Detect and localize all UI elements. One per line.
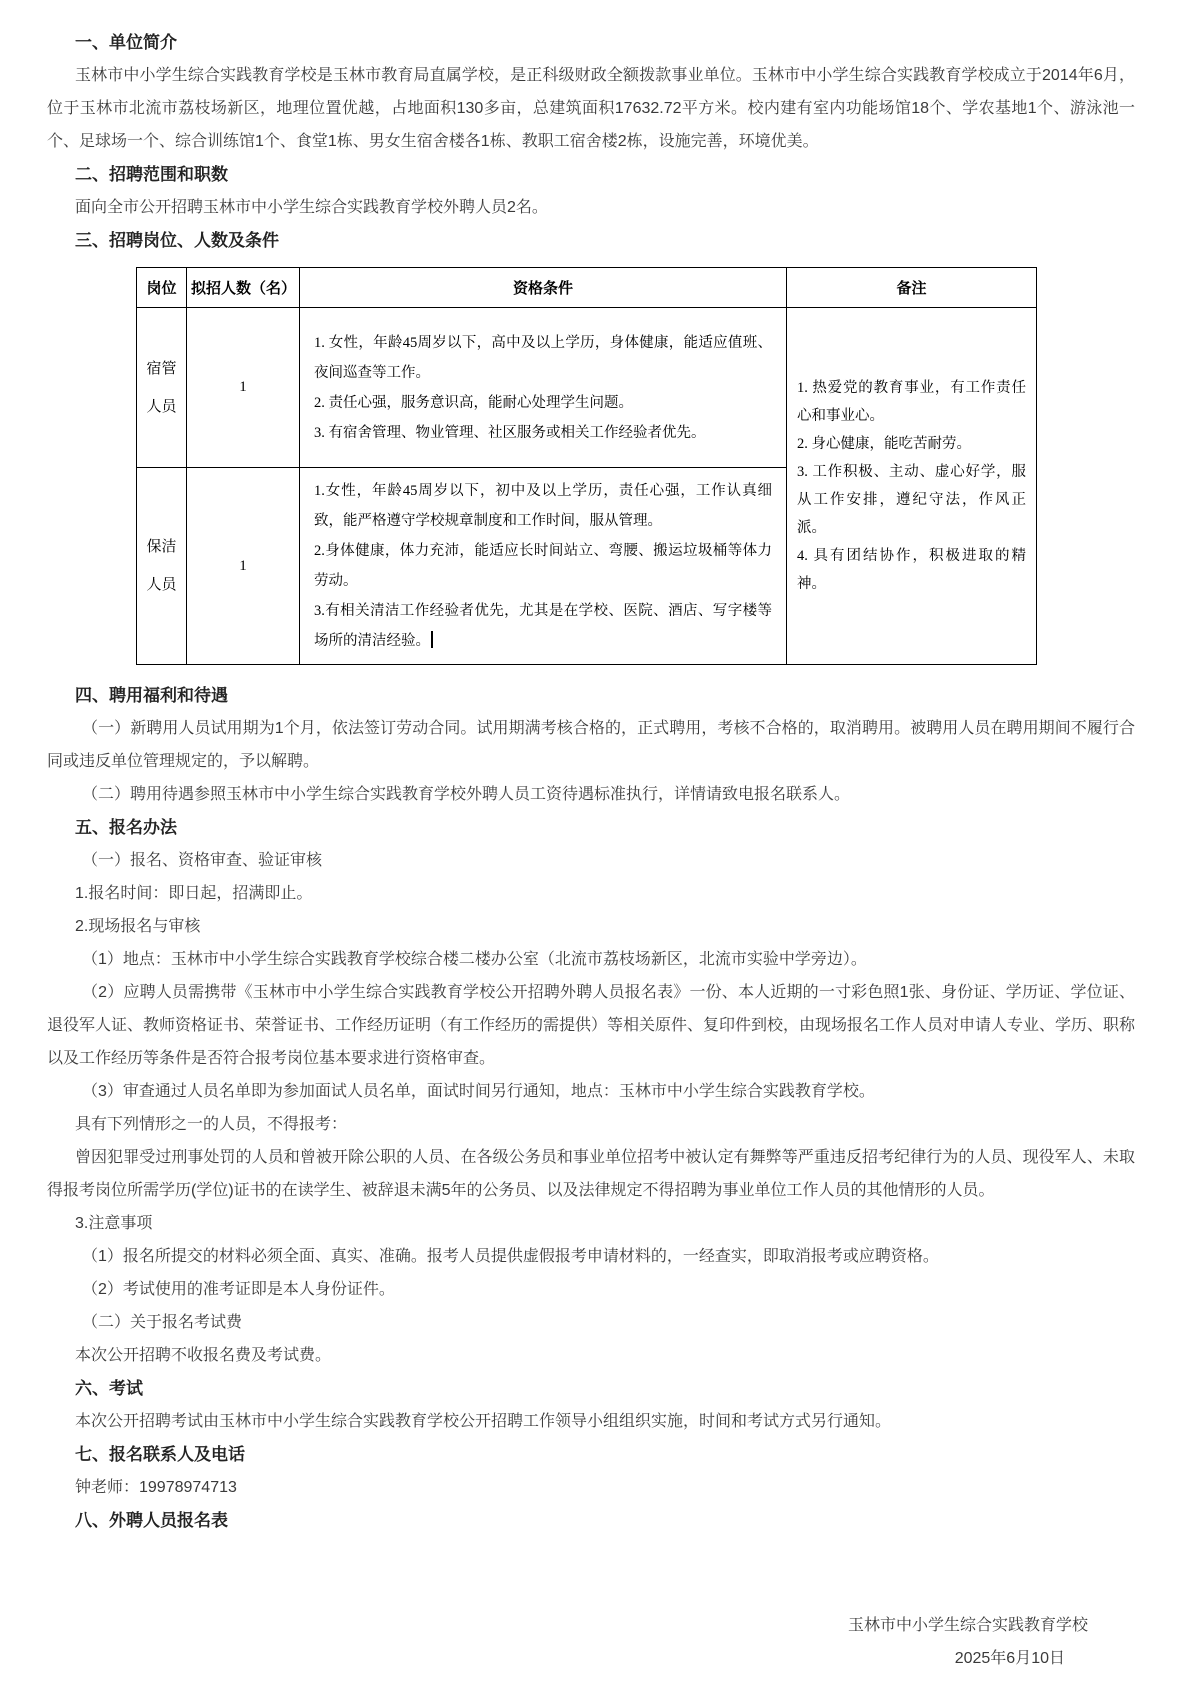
text-caret: [431, 631, 433, 648]
requirement-item: 3.有相关清洁工作经验者优先，尤其是在学校、医院、酒店、写字楼等场所的清洁经验。: [314, 603, 772, 649]
paragraph: （3）审查通过人员名单即为参加面试人员名单，面试时间另行通知，地点：玉林市中小学生综合实践教育学校。: [82, 1083, 875, 1100]
paragraph: （2）应聘人员需携带《玉林市中小学生综合实践教育学校公开招聘外聘人员报名表》一份、本人近期的一寸彩色照1张、身份证、学历证、学位证、退役军人证、教师资格证书、荣誉证书、工作经历证明（有工作经历的需提供）等相关原件、复印件到校，由现场报名工作人员对申请人专业、学历、职称以及工作经历等条件是否符合报考岗位基本要求进行资格审查。: [47, 984, 1136, 1067]
table-row: [137, 308, 1037, 468]
section-heading-5: 五、报名办法: [75, 818, 177, 837]
requirements-cell-editing[interactable]: [300, 468, 787, 665]
remark-item: 3. 工作积极、主动、虚心好学，服从工作安排，遵纪守法，作风正派。: [797, 464, 1026, 536]
paragraph: （1）报名所提交的材料必须全面、真实、准确。报考人员提供虚假报考申请材料的，一经查实，即取消报考或应聘资格。: [82, 1248, 939, 1265]
paragraph: （2）考试使用的准考证即是本人身份证件。: [82, 1281, 395, 1298]
paragraph: （1）地点：玉林市中小学生综合实践教育学校综合楼二楼办公室（北流市荔枝场新区，北流市实验中学旁边）。: [82, 951, 867, 968]
requirement-item: 1. 女性，年龄45周岁以下，高中及以上学历，身体健康，能适应值班、夜间巡查等工作。: [314, 334, 772, 381]
column-header-remark: 备注: [787, 268, 1037, 308]
paragraph: 本次公开招聘考试由玉林市中小学生综合实践教育学校公开招聘工作领导小组组织实施，时间和考试方式另行通知。: [75, 1413, 892, 1430]
section-heading-8: 八、外聘人员报名表: [75, 1511, 228, 1530]
requirement-item: 2.身体健康，体力充沛，能适应长时间站立、弯腰、搬运垃圾桶等体力劳动。: [314, 543, 772, 589]
remark-cell: [787, 308, 1037, 665]
section-heading-4: 四、聘用福利和待遇: [75, 686, 228, 705]
requirement-item: 1.女性，年龄45周岁以下，初中及以上学历，责任心强，工作认真细致，能严格遵守学校规章制度和工作时间，服从管理。: [314, 483, 772, 529]
paragraph: 面向全市公开招聘玉林市中小学生综合实践教育学校外聘人员2名。: [75, 199, 548, 216]
requirement-item: 2. 责任心强，服务意识高，能耐心处理学生问题。: [314, 394, 633, 411]
paragraph: （二）聘用待遇参照玉林市中小学生综合实践教育学校外聘人员工资待遇标准执行，详情请致电报名联系人。: [82, 786, 851, 803]
contact-phone-line: 钟老师：19978974713: [75, 1479, 237, 1496]
recruitment-positions-table: [136, 267, 1037, 665]
paragraph: （二）关于报名考试费: [82, 1314, 243, 1331]
column-header-count: 拟招人数（名）: [187, 268, 300, 308]
paragraph: 具有下列情形之一的人员，不得报考：: [75, 1116, 348, 1133]
paragraph: 3.注意事项: [75, 1215, 153, 1232]
column-header-requirements: 资格条件: [300, 268, 787, 308]
section-heading-6: 六、考试: [75, 1379, 143, 1398]
requirements-cell: [300, 308, 787, 468]
section-heading-1: 一、单位简介: [75, 33, 177, 52]
remark-item: 2. 身心健康，能吃苦耐劳。: [797, 436, 971, 452]
remark-item: 1. 热爱党的教育事业，有工作责任心和事业心。: [797, 380, 1026, 424]
signature-block: [47, 1609, 1135, 1675]
table-header-row: [137, 268, 1037, 308]
section-heading-3: 三、招聘岗位、人数及条件: [75, 231, 279, 250]
requirement-item: 3. 有宿舍管理、物业管理、社区服务或相关工作经验者优先。: [314, 424, 706, 441]
count-cell: 1: [187, 308, 300, 468]
remark-item: 4. 具有团结协作，积极进取的精神。: [797, 548, 1026, 592]
paragraph: 玉林市中小学生综合实践教育学校是玉林市教育局直属学校，是正科级财政全额拨款事业单位。玉林市中小学生综合实践教育学校成立于2014年6月，位于玉林市北流市荔枝场新区，地理位置优越，占地面积130多亩，总建筑面积17632.72平方米。校内建有室内功能场馆18个、学农基地1个、游泳池一个、足球场一个、综合训练馆1个、食堂1栋、男女生宿舍楼各1栋、教职工宿舍楼2栋，设施完善，环境优美。: [47, 67, 1135, 150]
paragraph: 1.报名时间：即日起，招满即止。: [75, 885, 313, 902]
column-header-position: 岗位: [137, 268, 187, 308]
paragraph: 曾因犯罪受过刑事处罚的人员和曾被开除公职的人员、在各级公务员和事业单位招考中被认定有舞弊等严重违反招考纪律行为的人员、现役军人、未取得报考岗位所需学历(学位)证书的在读学生、被辞退未满5年的公务员、以及法律规定不得招聘为事业单位工作人员的其他情形的人员。: [47, 1149, 1135, 1199]
count-cell: 1: [187, 468, 300, 665]
footer-signature-org: 玉林市中小学生综合实践教育学校: [847, 1617, 1088, 1634]
paragraph: （一）新聘用人员试用期为1个月，依法签订劳动合同。试用期满考核合格的，正式聘用，考核不合格的，取消聘用。被聘用人员在聘用期间不履行合同或违反单位管理规定的，予以解聘。: [47, 720, 1135, 770]
paragraph: 2.现场报名与审核: [75, 918, 201, 935]
section-heading-2: 二、招聘范围和职数: [75, 165, 228, 184]
paragraph: 本次公开招聘不收报名费及考试费。: [75, 1347, 332, 1364]
position-cell: 宿管人员: [137, 308, 187, 468]
section-heading-7: 七、报名联系人及电话: [75, 1445, 245, 1464]
footer-signature-date: 2025年6月10日: [954, 1650, 1065, 1667]
paragraph: （一）报名、资格审查、验证审核: [82, 852, 323, 869]
position-cell: 保洁人员: [137, 468, 187, 665]
